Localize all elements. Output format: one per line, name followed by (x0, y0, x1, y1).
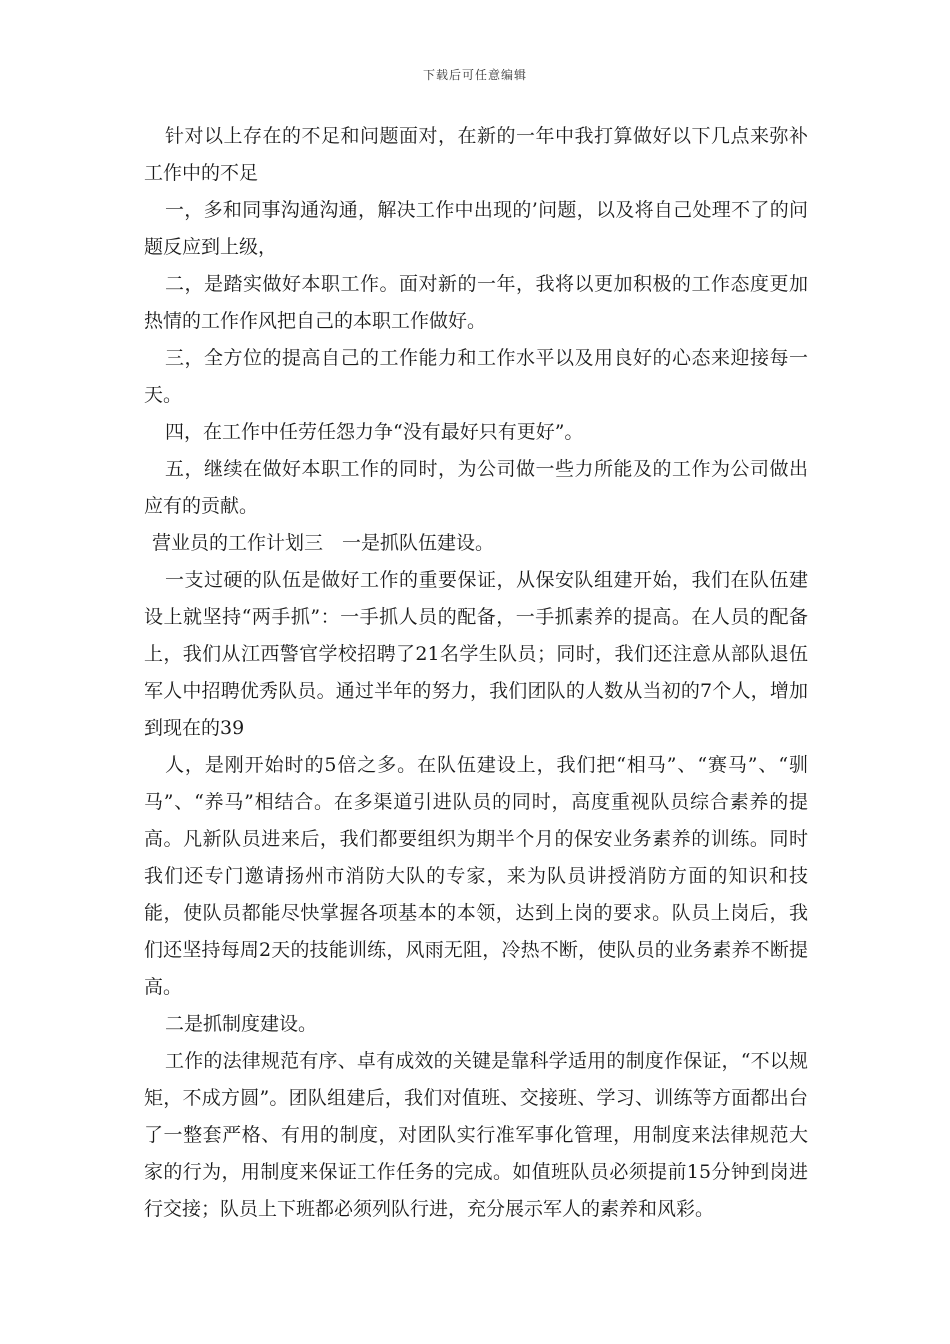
document-body (144, 118, 808, 1228)
paragraph-point-5: 五，继续在做好本职工作的同时，为公司做一些力所能及的工作为公司做出应有的贡献。 (144, 458, 808, 517)
paragraph-point-4: 四，在工作中任劳任怨力争“没有最好只有更好”。 (165, 421, 584, 443)
section-heading-plan-three: 营业员的工作计划三 一是抓队伍建设。 (152, 532, 495, 554)
paragraph-point-2: 二，是踏实做好本职工作。面对新的一年，我将以更加积极的工作态度更加热情的工作作风把自己的本职工作做好。 (144, 273, 808, 332)
paragraph-point-1: 一，多和同事沟通沟通，解决工作中出现的’问题，以及将自己处理不了的问题反应到上级， (144, 199, 808, 258)
paragraph-team-quality: 人，是刚开始时的5倍之多。在队伍建设上，我们把“相马”、“赛马”、“驯马”、“养马”相结合。在多渠道引进队员的同时，高度重视队员综合素养的提高。凡新队员进来后，我们都要组织为期半个月的保安业务素养的训练。同时我们还专门邀请扬州市消防大队的专家，来为队员讲授消防方面的知识和技能，使队员都能尽快掌握各项基本的本领，达到上岗的要求。队员上岗后，我们还坚持每周2天的技能训练，风雨无阻，冷热不断，使队员的业务素养不断提高。 (144, 754, 808, 998)
paragraph-intro: 针对以上存在的不足和问题面对，在新的一年中我打算做好以下几点来弥补工作中的不足 (144, 125, 808, 184)
paragraph-point-3: 三，全方位的提高自己的工作能力和工作水平以及用良好的心态来迎接每一天。 (144, 347, 808, 406)
paragraph-system-building: 工作的法律规范有序、卓有成效的关键是靠科学适用的制度作保证，“不以规矩，不成方圆”。团队组建后，我们对值班、交接班、学习、训练等方面都出台了一整套严格、有用的制度，对团队实行准军事化管理，用制度来法律规范大家的行为，用制度来保证工作任务的完成。如值班队员必须提前15分钟到岗进行交接；队员上下班都必须列队行进，充分展示军人的素养和风彩。 (144, 1050, 808, 1220)
section-heading-system: 二是抓制度建设。 (165, 1013, 318, 1035)
page-header: 下载后可任意编辑 (422, 68, 527, 82)
paragraph-team-building: 一支过硬的队伍是做好工作的重要保证，从保安队组建开始，我们在队伍建设上就坚持“两手抓”：一手抓人员的配备，一手抓素养的提高。在人员的配备上，我们从江西警官学校招聘了21名学生队员；同时，我们还注意从部队退伍军人中招聘优秀队员。通过半年的努力，我们团队的人数从当初的7个人，增加到现在的39 (144, 569, 808, 739)
